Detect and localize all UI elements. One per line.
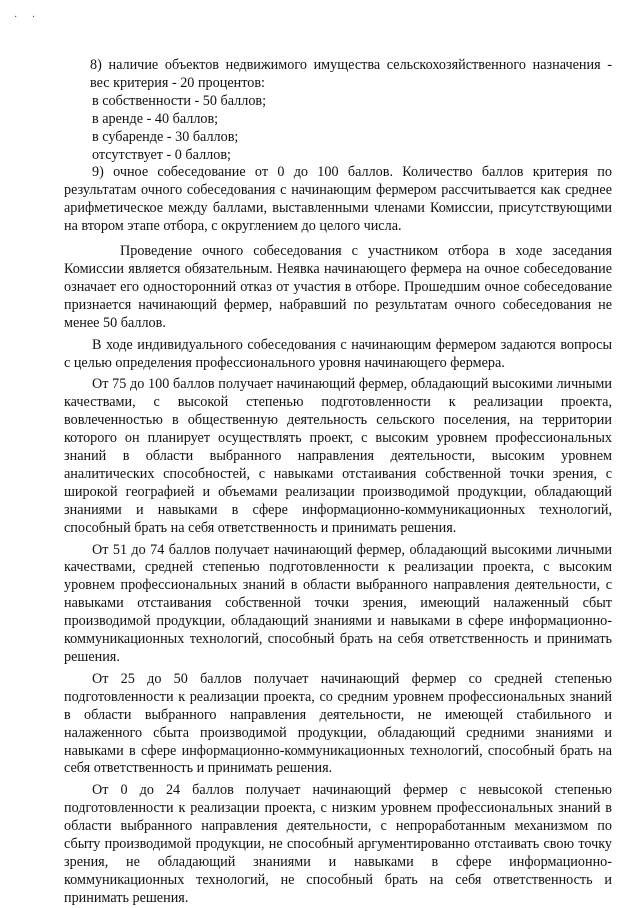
paragraph-score-75-100: От 75 до 100 баллов получает начинающий фермер, обладающий высокими личными качествами, с высокой степенью подготовленности к реализации проекта, вовлеченностью в общественную деятельность сельского поселения, на территории которого он планирует осуществлять проект, с высоким уровнем профессиональных знаний в области выбранного направления деятельности, высоким уровнем аналитических способностей, с навыками отстаивания собственной точки зрения, с широкой географией и объемами реализации производимой продукции, обладающий знаниями и навыками в сфере информационно-коммуникационных технологий, способный брать на себя ответственность и принимать решения. (64, 376, 612, 536)
list-item-absent: отсутствует - 0 баллов; (92, 146, 231, 163)
paragraph-criterion-9: 9) очное собеседование от 0 до 100 баллов. Количество баллов критерия по результатам очного собеседования с начинающим фермером рассчитывается как среднее арифметическое между баллами, выставленными членами Комиссии, присутствующими на втором этапе отбора, с округлением до целого числа. (64, 164, 612, 235)
scan-mark: · · (14, 12, 42, 23)
list-item-sublease: в субаренде - 30 баллов; (92, 128, 239, 145)
paragraph-score-25-50: От 25 до 50 баллов получает начинающий фермер со средней степенью подготовленности к реализации проекта, со средним уровнем профессиональных знаний в области выбранного направления деятельности, не имеющей стабильного и налаженного сбыта производимой продукции, обладающий средними знаниями и навыками в сфере информационно-коммуникационных технологий, способный брать на себя ответственность и принимать решения. (64, 670, 612, 777)
paragraph-interview-mandatory: Проведение очного собеседования с участником отбора в ходе заседания Комиссии является обязательным. Неявка начинающего фермера на очное собеседование означает его односторонний отказ от участия в отборе. Прошедшим очное собеседование признается начинающий фермер, набравший по результатам очного собеседования не менее 50 баллов. (64, 243, 612, 331)
document-body (64, 57, 612, 908)
list-item-ownership: в собственности - 50 баллов; (92, 92, 267, 109)
paragraph-criterion-8: 8) наличие объектов недвижимого имущества сельскохозяйственного назначения - вес критерия - 20 процентов: (90, 57, 612, 91)
list-item-lease: в аренде - 40 баллов; (92, 110, 219, 127)
paragraph-score-0-24: От 0 до 24 баллов получает начинающий фермер с невысокой степенью подготовленности к реализации проекта, с низким уровнем профессиональных знаний в области выбранного направления деятельности, с непроработанным механизмом по сбыту производимой продукции, не способный аргументированно отстаивать свою точку зрения, не обладающий знаниями и навыками в сфере информационно-коммуникационных технологий, не способный брать на себя ответственность и принимать решения. (64, 782, 612, 906)
paragraph-interview-questions: В ходе индивидуального собеседования с начинающим фермером задаются вопросы с целью определения профессионального уровня начинающего фермера. (64, 336, 612, 371)
paragraph-score-51-74: От 51 до 74 баллов получает начинающий фермер, обладающий высокими личными качествами, средней степенью подготовленности к реализации проекта, с высоким уровнем профессиональных знаний в области выбранного направления деятельности, с навыками отстаивания собственной точки зрения, имеющий налаженный сбыт производимой продукции, обладающий знаниями и навыками в сфере информационно-коммуникационных технологий, способный брать на себя ответственность и принимать решения. (64, 541, 612, 665)
